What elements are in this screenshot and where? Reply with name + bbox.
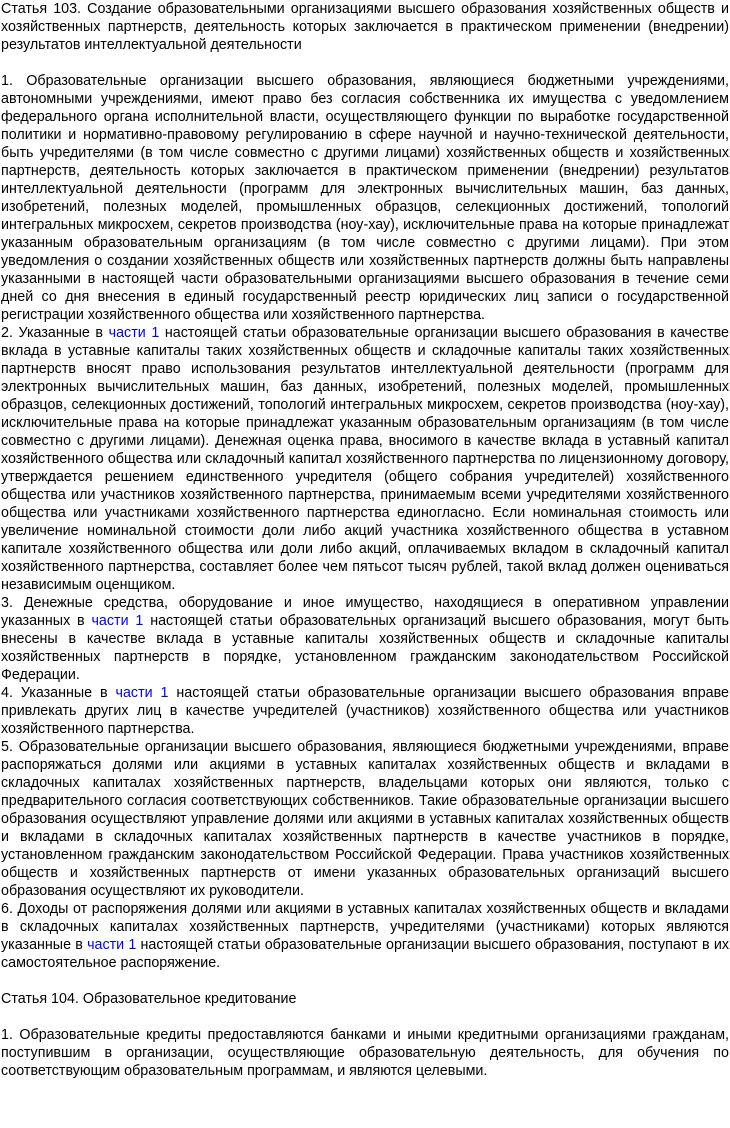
article-103-part-4 xyxy=(1,684,729,738)
part-6-text-end: настоящей статьи образовательные организации высшего образования, поступают в их самостоятельное распоряжение. xyxy=(1,937,729,971)
article-103-title: Статья 103. Создание образовательными организациями высшего образования хозяйственных обществ и хозяйственных партнерств, деятельность которых заключается в практическом применении (внедрении) результатов интеллектуальной деятельности xyxy=(1,1,729,53)
part-4-text-start: 4. Указанные в xyxy=(1,685,116,701)
spacer xyxy=(1,1008,729,1026)
part-2-text-end: настоящей статьи образовательные организации высшего образования в качестве вклада в уставные капиталы таких хозяйственных обществ и складочные капиталы таких хозяйственных партнерств вносят право использования результатов интеллектуальной деятельности (программ для электронных вычислительных машин, баз данных, изобретений, полезных моделей, промышленных образцов, селекционных достижений, топологий интегральных микросхем, секретов производства (ноу-хау), исключительные права на которые принадлежат указанным образовательным организациям (в том числе совместно с другими лицами). Денежная оценка права, вносимого в качестве вклада в уставный капитал хозяйственного общества или складочный капитал хозяйственного партнерства по лицензионному договору, утверждается решением единственного учредителя (общего собрания учредителей) хозяйственного общества или участников хозяйственного партнерства, принимаемым всеми учредителями хозяйственного общества или участниками хозяйственного партнерства единогласно. Если номинальная стоимость или увеличение номинальной стоимости доли либо акций участника хозяйственного общества в уставном капитале хозяйственного общества или доли либо акций, оплачиваемых вкладом в складочный капитал хозяйственного партнерства, составляет более чем пятьсот тысяч рублей, такой вклад должен оцениваться независимым оценщиком. xyxy=(1,325,730,593)
part-2-text-start: 2. Указанные в xyxy=(1,325,109,341)
part-1-link[interactable]: части 1 xyxy=(115,685,169,701)
part-3-text-end: настоящей статьи образовательных организаций высшего образования, могут быть внесены в качестве вклада в уставные капиталы хозяйственных обществ и складочные капиталы хозяйственных партнерств в порядке, установленном гражданским законодательством Российской Федерации. xyxy=(1,613,729,683)
article-103-part-2 xyxy=(1,324,729,594)
article-103-part-6 xyxy=(1,900,729,972)
article-104-part-1: 1. Образовательные кредиты предоставляются банками и иными кредитными организациями гражданам, поступившим в организации, осуществляющие образовательную деятельность, для обучения по соответствующим образовательным программам, и являются целевыми. xyxy=(1,1027,729,1079)
part-1-link[interactable]: части 1 xyxy=(108,325,160,341)
part-1-link[interactable]: части 1 xyxy=(91,613,144,629)
part-4-text-end: настоящей статьи образовательные организации высшего образования вправе привлекать других лиц в качестве учредителей (участников) хозяйственного общества или участников хозяйственного партнерства. xyxy=(1,685,729,737)
article-104-title: Статья 104. Образовательное кредитование xyxy=(1,991,297,1007)
part-6-text-start: 6. Доходы от распоряжения долями или акциями в уставных капиталах хозяйственных обществ и вкладами в складочных капиталах хозяйственных партнерств, учредителями (участниками) которых являются указанные в xyxy=(1,901,729,953)
article-103-part-3 xyxy=(1,594,729,684)
part-1-link[interactable]: части 1 xyxy=(87,937,137,953)
spacer xyxy=(1,972,729,990)
part-3-text-start: 3. Денежные средства, оборудование и иное имущество, находящиеся в оперативном управлении указанных в xyxy=(1,595,729,629)
article-103-part-1: 1. Образовательные организации высшего образования, являющиеся бюджетными учреждениями, автономными учреждениями, имеют право без согласия собственника их имущества с уведомлением федерального органа исполнительной власти, осуществляющего функции по выработке государственной политики и нормативно-правовому регулированию в сфере научной и научно-технической деятельности, быть учредителями (в том числе совместно с другими лицами) хозяйственных обществ и хозяйственных партнерств, деятельность которых заключается в практическом применении (внедрении) результатов интеллектуальной деятельности (программ для электронных вычислительных машин, баз данных, изобретений, полезных моделей, промышленных образцов, селекционных достижений, топологий интегральных микросхем, секретов производства (ноу-хау), исключительные права на которые принадлежат указанным образовательным организациям (в том числе совместно с другими лицами). При этом уведомления о создании хозяйственных обществ или хозяйственных партнерств должны быть направлены указанными в настоящей части образовательными организациями высшего образования в течение семи дней со дня внесения в единый государственный реестр юридических лиц записи о государственной регистрации хозяйственного общества или хозяйственного партнерства. xyxy=(1,73,729,323)
spacer xyxy=(1,54,729,72)
article-103-part-5: 5. Образовательные организации высшего образования, являющиеся бюджетными учреждениями, вправе распоряжаться долями или акциями в уставных капиталах хозяйственных обществ и вкладами в складочных капиталах хозяйственных партнерств, владельцами которых они являются, только с предварительного согласия соответствующих собственников. Такие образовательные организации высшего образования осуществляют управление долями или акциями в уставных капиталах хозяйственных обществ и вкладами в складочных капиталах хозяйственных партнерств в качестве участников в порядке, установленном гражданским законодательством Российской Федерации. Права участников хозяйственных обществ и хозяйственных партнерств от имени указанных образовательных организаций высшего образования осуществляют их руководители. xyxy=(1,739,729,899)
